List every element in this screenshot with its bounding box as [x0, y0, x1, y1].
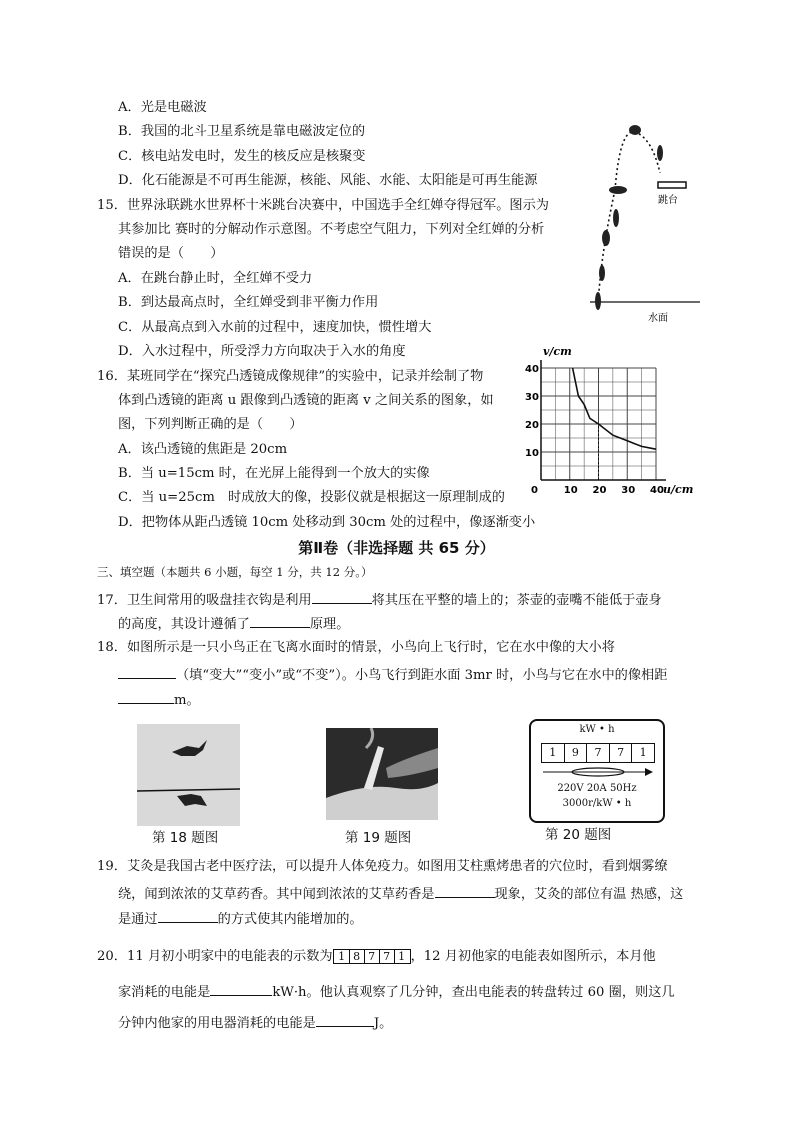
meter-spec-2: 3000r/kW • h [562, 798, 632, 809]
q14-option-c: C．核电站发电时，发生的核反应是核聚变 [118, 149, 366, 164]
q18-text-2b: （填“变大”“变小”或“不变”）。小鸟飞行到距水面 3mr 时，小鸟与它在水中的像相距 [176, 668, 668, 683]
q16-stem-line2: 体到凸透镜的距离 u 跟像到凸透镜的距离 v 之间关系的图象，如 [118, 393, 494, 408]
caption-fig20: 第 20 题图 [545, 827, 612, 843]
q17-text-2a: 的高度，其设计遵循了 [118, 617, 250, 632]
q17-blank-2[interactable] [250, 613, 310, 628]
q18-text-3b: m。 [174, 693, 200, 708]
q16-option-c: C．当 u=25cm 时成放大的像，投影仪就是根据这一原理制成的 [118, 490, 505, 505]
meter-digit: 7 [610, 744, 633, 762]
meter-digit: 1 [542, 744, 565, 762]
q17-text-1a: 17．卫生间常用的吸盘挂衣钩是利用 [97, 593, 312, 608]
diving-figure [590, 118, 700, 328]
moxibustion-photo [326, 728, 438, 820]
water-label: 水面 [648, 313, 668, 324]
q19-text-3a: 是通过 [118, 912, 158, 927]
meter-unit: kW • h [579, 724, 615, 735]
y-tick-label: 40 [525, 364, 539, 375]
q14-option-d: D．化石能源是不可再生能源，核能、风能、水能、太阳能是可再生能源 [118, 173, 538, 188]
q20-text-2b: kW·h。他认真观察了几分钟，查出电能表的转盘转过 60 圈，则这几 [272, 985, 675, 1000]
q20-line2 [118, 981, 675, 1002]
q19-line1: 19．艾灸是我国古老中医疗法，可以提升人体免疫力。如图用艾柱熏烤患者的穴位时，看到烟雾缭 [97, 859, 668, 874]
q20-blank-1[interactable] [210, 981, 272, 996]
q15-option-b: B．到达最高点时，全红婵受到非平衡力作用 [118, 295, 379, 310]
chart-y-axis-label: v/cm [543, 345, 572, 358]
reading-digit: 7 [380, 950, 395, 963]
x-tick-label: 40 [650, 485, 664, 496]
meter-digit: 9 [565, 744, 588, 762]
section-fill-heading: 三、填空题（本题共 6 小题，每空 1 分，共 12 分。） [97, 565, 373, 579]
bird-photo [137, 724, 240, 826]
meter-disc-icon [543, 765, 653, 779]
section-2-title: 第Ⅱ卷（非选择题 共 65 分） [298, 539, 495, 557]
reading-digit: 1 [398, 950, 406, 963]
x-tick-label: 10 [563, 485, 578, 496]
q16-stem-line1: 16．某班同学在“探究凸透镜成像规律”的实验中，记录并绘制了物 [97, 369, 484, 384]
q17-text-1b: 将其压在平整的墙上的；茶壶的壶嘴不能低于壶身 [371, 593, 662, 608]
q17-text-2b: 原理。 [309, 617, 350, 632]
q20-text-1a: 20．11 月初小明家中的电能表的示数为 [97, 949, 333, 964]
energy-meter [529, 719, 665, 823]
y-tick-label: 30 [525, 392, 539, 403]
q15-option-a: A．在跳台静止时，全红婵不受力 [118, 271, 313, 286]
q15-option-d: D．入水过程中，所受浮力方向取决于入水的角度 [118, 344, 406, 359]
reading-digit: 1 [335, 950, 350, 963]
q15-option-c: C．从最高点到入水前的过程中，速度加快，惯性增大 [118, 320, 432, 335]
platform-label: 跳台 [658, 195, 678, 206]
q17-blank-1[interactable] [312, 589, 372, 604]
lens-uv-chart [515, 343, 700, 503]
reading-digit: 7 [365, 950, 380, 963]
q20-text-2a: 家消耗的电能是 [118, 985, 211, 1000]
y-tick-label: 20 [525, 420, 539, 431]
q20-line3 [118, 1012, 392, 1033]
reading-digit: 8 [350, 950, 365, 963]
x-tick-label: 0 [531, 485, 538, 496]
q16-option-d: D．把物体从距凸透镜 10cm 处移动到 30cm 处的过程中，像逐渐变小 [118, 515, 536, 530]
chart-x-axis-label: u/cm [663, 483, 694, 496]
q18-line2 [118, 664, 667, 685]
y-tick-label: 10 [525, 448, 539, 459]
q18-line3 [118, 689, 200, 710]
q20-text-3a: 分钟内他家的用电器消耗的电能是 [118, 1016, 316, 1031]
q15-stem-line1: 15．世界泳联跳水世界杯十米跳台决赛中，中国选手全红婵夺得冠军。图示为 [97, 198, 549, 213]
caption-fig18: 第 18 题图 [152, 830, 219, 846]
q18-line1: 18．如图所示是一只小鸟正在飞离水面时的情景，小鸟向上飞行时，它在水中像的大小将 [97, 640, 615, 655]
q16-option-a: A．该凸透镜的焦距是 20cm [118, 442, 288, 457]
q20-text-1b: ，12 月初他家的电能表如图所示，本月他 [410, 949, 656, 964]
q19-line2 [118, 883, 683, 904]
q19-text-3b: 的方式使其内能增加的。 [217, 912, 363, 927]
q20-text-3b: J。 [373, 1016, 393, 1031]
caption-fig19: 第 19 题图 [345, 830, 412, 846]
q15-stem-line2: 其参加比 赛时的分解动作示意图。不考虑空气阻力，下列对全红婵的分析 [118, 222, 545, 237]
x-tick-label: 30 [621, 485, 636, 496]
q19-text-2b: 现象，艾灸的部位有温 热感，这 [494, 887, 684, 902]
q19-blank-2[interactable] [158, 908, 218, 923]
q14-option-b: B．我国的北斗卫星系统是靠电磁波定位的 [118, 124, 366, 139]
meter-digit: 1 [639, 746, 647, 759]
q15-stem-line3: 错误的是（ ） [118, 246, 224, 261]
x-tick-label: 20 [592, 485, 607, 496]
meter-digit: 7 [587, 744, 610, 762]
q16-option-b: B．当 u=15cm 时，在光屏上能得到一个放大的实像 [118, 466, 430, 481]
uv-curve [573, 368, 656, 449]
q17-line1 [97, 589, 662, 610]
q18-blank-1[interactable] [118, 664, 176, 679]
q20-line1 [97, 948, 656, 966]
q19-line3 [118, 908, 363, 929]
q20-initial-reading [333, 949, 411, 964]
q17-line2 [118, 613, 349, 634]
q19-blank-1[interactable] [435, 883, 495, 898]
q20-blank-2[interactable] [316, 1012, 374, 1027]
q16-stem-line3: 图，下列判断正确的是（ ） [118, 417, 303, 432]
q19-text-2a: 绕，闻到浓浓的艾草药香。其中闻到浓浓的艾草药香是 [118, 887, 435, 902]
q14-option-a: A．光是电磁波 [118, 100, 207, 115]
q18-blank-2[interactable] [118, 689, 174, 704]
meter-spec-1: 220V 20A 50Hz [557, 783, 637, 794]
meter-digits [541, 743, 655, 763]
